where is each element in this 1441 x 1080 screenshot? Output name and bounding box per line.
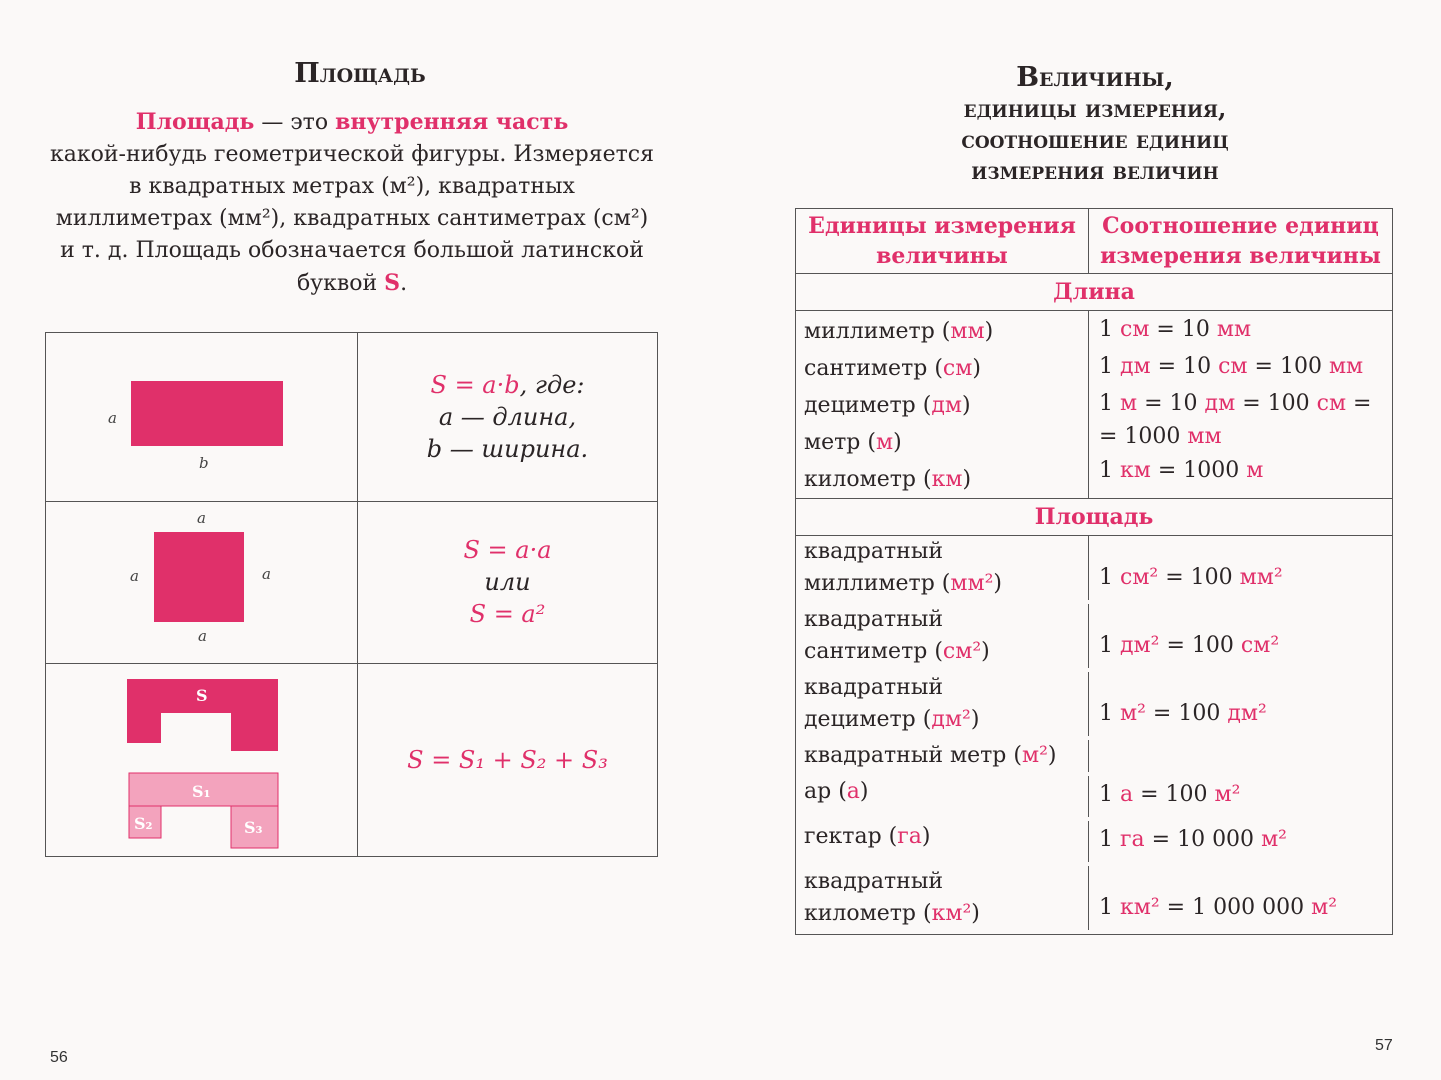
text: = 1 000 000 xyxy=(1159,895,1312,920)
formula xyxy=(358,663,657,856)
text: квадратный xyxy=(804,675,944,700)
unit-text: дм xyxy=(1204,391,1236,416)
area-unit xyxy=(796,776,1089,817)
text: ) xyxy=(962,393,971,418)
length-units xyxy=(796,311,1089,498)
text: ар ( xyxy=(804,779,847,804)
unit-line xyxy=(804,866,1080,898)
label-a-left: a xyxy=(130,567,139,585)
text: ) xyxy=(993,571,1002,596)
text: = 100 xyxy=(1247,354,1329,379)
label-s3: S₃ xyxy=(244,818,263,837)
unit-text: см² xyxy=(1120,565,1159,590)
formula-line xyxy=(470,598,546,630)
unit-text: км² xyxy=(931,901,972,926)
unit-text: см xyxy=(1120,317,1150,342)
unit-text: м² xyxy=(1311,895,1338,920)
area-relation xyxy=(1089,604,1392,668)
label-a-top: a xyxy=(197,509,206,527)
formula xyxy=(358,501,657,663)
unit-line xyxy=(804,536,1080,568)
header-units: Единицы измерения величины xyxy=(796,209,1089,273)
unit-line xyxy=(804,604,1080,636)
right-page-title xyxy=(870,62,1320,186)
text: = 100 xyxy=(1235,391,1317,416)
unit-line xyxy=(804,740,1080,772)
text: какой-нибудь геометрической фигуры. Измеряется в квадратных метрах (м²), квадратных миллиметрах (мм²), квадратных сантиметрах (см²) и т. д. Площадь обозначается большой латинской буквой xyxy=(50,142,654,296)
text: 1 xyxy=(1099,782,1120,807)
text: ) xyxy=(972,356,981,381)
length-relation xyxy=(1099,311,1382,348)
letter-s: S xyxy=(384,270,401,296)
unit-line xyxy=(804,898,1080,930)
area-relation xyxy=(1089,776,1392,817)
unit-text: га xyxy=(1120,827,1145,852)
text: 1 xyxy=(1099,317,1120,342)
unit-line xyxy=(804,704,1080,736)
length-unit xyxy=(804,313,1080,350)
square-shape xyxy=(154,532,244,622)
composite-row xyxy=(46,663,657,857)
text: 1 xyxy=(1099,565,1120,590)
length-relation xyxy=(1099,385,1382,422)
formula-line xyxy=(427,433,588,465)
unit-text: а xyxy=(1120,782,1134,807)
text: ) xyxy=(859,779,869,804)
text: = 100 xyxy=(1145,701,1228,726)
square-row xyxy=(46,501,657,664)
text: квадратный xyxy=(804,607,944,632)
area-row xyxy=(796,866,1392,934)
area-row xyxy=(796,536,1392,604)
area-unit xyxy=(796,604,1089,668)
rectangle-shape xyxy=(131,381,283,446)
text: ) xyxy=(921,824,931,849)
unit-text: км xyxy=(1120,458,1151,483)
unit-text: мм xyxy=(1216,317,1252,342)
unit-text: мм² xyxy=(950,571,994,596)
text: квадратный xyxy=(804,539,944,564)
unit-text: см xyxy=(1316,391,1347,416)
area-relation xyxy=(1089,821,1392,862)
label-a: a xyxy=(108,409,117,427)
unit-line xyxy=(804,672,1080,704)
unit-text: мм² xyxy=(1239,565,1283,590)
text: = 100 xyxy=(1158,565,1240,590)
term: Площадь xyxy=(135,109,255,135)
title-line: единицы измерения, xyxy=(963,94,1227,123)
text: 1 xyxy=(1099,701,1120,726)
text: ) xyxy=(970,707,980,732)
column-divider xyxy=(357,333,358,856)
page-number-left: 56 xyxy=(50,1049,68,1066)
formula-line xyxy=(431,369,585,401)
text: сантиметр ( xyxy=(804,356,943,381)
area-relation xyxy=(1089,536,1392,600)
unit-text: дм² xyxy=(1227,701,1267,726)
text: = 10 xyxy=(1149,317,1217,342)
header-relations: Соотношение единиц измерения величины xyxy=(1100,213,1381,269)
text: ) xyxy=(971,901,980,926)
text: = 10 000 xyxy=(1144,827,1262,852)
unit-text: см xyxy=(942,356,973,381)
text: 1 xyxy=(1099,895,1120,920)
text: = 100 xyxy=(1159,633,1241,658)
table-header xyxy=(796,209,1392,274)
text: a — длина, xyxy=(438,403,577,431)
section-length xyxy=(796,274,1392,311)
area-relation xyxy=(1089,672,1392,736)
formula-line xyxy=(484,566,530,598)
unit-text: км xyxy=(931,467,963,492)
unit-text: м² xyxy=(1120,701,1146,726)
unit-text: дм² xyxy=(1120,633,1160,658)
unit-text: км² xyxy=(1120,895,1160,920)
text: 1 xyxy=(1099,354,1120,379)
units-table xyxy=(795,208,1393,935)
text: гектар ( xyxy=(804,824,898,849)
unit-text: дм xyxy=(931,393,963,418)
area-unit xyxy=(796,740,1089,772)
text: = 10 xyxy=(1150,354,1219,379)
label-b: b xyxy=(199,454,209,472)
unit-line xyxy=(804,821,1080,853)
area-row xyxy=(796,672,1392,740)
text: — это xyxy=(254,110,336,135)
text: километр ( xyxy=(804,467,932,492)
unit-text: м² xyxy=(1214,782,1241,807)
unit-text: га xyxy=(897,824,922,849)
area-unit xyxy=(796,672,1089,736)
area-relation xyxy=(1089,866,1392,930)
text: = xyxy=(1346,391,1372,416)
text: , где: xyxy=(519,371,585,399)
area-row xyxy=(796,604,1392,672)
text: квадратный метр ( xyxy=(804,743,1022,768)
length-relations xyxy=(1089,311,1392,498)
text: . xyxy=(400,271,408,296)
area-unit xyxy=(796,866,1089,930)
area-row xyxy=(796,821,1392,866)
formula xyxy=(358,333,657,501)
section-title: Площадь xyxy=(1034,504,1154,530)
label-s1: S₁ xyxy=(192,782,211,801)
length-body xyxy=(796,311,1392,499)
text: дециметр ( xyxy=(804,393,932,418)
unit-text: м xyxy=(1120,391,1138,416)
unit-text: S = a·a xyxy=(463,536,552,564)
label-a-right: a xyxy=(262,565,271,583)
label-s: S xyxy=(196,686,208,705)
text: ) xyxy=(962,467,972,492)
unit-line xyxy=(804,776,1080,808)
title-line: измерения величин xyxy=(971,156,1219,185)
length-unit xyxy=(804,350,1080,387)
unit-text: S = S₁ + S₂ + S₃ xyxy=(407,745,608,774)
text: = 100 xyxy=(1133,782,1215,807)
unit-text: дм xyxy=(1120,354,1151,379)
text: миллиметр ( xyxy=(804,571,951,596)
formula-line xyxy=(439,401,576,433)
section-area xyxy=(796,499,1392,536)
text: 1 xyxy=(1099,827,1120,852)
length-relation xyxy=(1099,452,1382,489)
text: сантиметр ( xyxy=(804,639,943,664)
unit-line xyxy=(804,636,1080,668)
area-unit xyxy=(796,821,1089,862)
unit-text: м xyxy=(1246,458,1264,483)
label-a-bottom: a xyxy=(198,627,207,645)
title-line: Величины, xyxy=(1016,62,1174,93)
title-line: соотношение единиц xyxy=(961,125,1229,154)
text: ) xyxy=(893,430,902,455)
composite-figure xyxy=(46,663,357,856)
unit-text: S = a·b xyxy=(430,371,520,399)
unit-text: а xyxy=(846,779,860,804)
text: = 10 xyxy=(1137,391,1205,416)
unit-text: мм xyxy=(1187,424,1222,449)
text: квадратный xyxy=(804,869,944,894)
unit-text: м xyxy=(875,430,894,455)
formula-line xyxy=(407,744,608,776)
area-formulas-table xyxy=(45,332,658,857)
text: b — ширина. xyxy=(426,435,589,463)
rectangle-row xyxy=(46,333,657,502)
area-body xyxy=(796,536,1392,934)
text: километр ( xyxy=(804,901,932,926)
unit-text: м² xyxy=(1021,743,1048,768)
text: миллиметр ( xyxy=(804,319,951,344)
text: 1 xyxy=(1099,633,1120,658)
area-unit xyxy=(796,536,1089,600)
area-row xyxy=(796,776,1392,821)
text: дециметр ( xyxy=(804,707,932,732)
area-definition xyxy=(48,106,656,300)
text: ) xyxy=(981,639,990,664)
unit-text: мм xyxy=(1328,354,1364,379)
unit-text: см xyxy=(1218,354,1248,379)
text: или xyxy=(484,568,531,596)
length-unit xyxy=(804,461,1080,498)
unit-text: S = a² xyxy=(469,600,546,628)
unit-text: м² xyxy=(1261,827,1287,852)
formula-line xyxy=(463,534,551,566)
area-row xyxy=(796,740,1392,776)
label-s2: S₂ xyxy=(134,814,153,833)
text: = 1000 xyxy=(1150,458,1247,483)
length-relation xyxy=(1099,348,1382,385)
text: = 1000 xyxy=(1099,424,1188,449)
section-title: Длина xyxy=(1053,279,1135,305)
unit-text: см² xyxy=(1240,633,1280,658)
length-unit xyxy=(804,424,1080,461)
unit-text: мм xyxy=(950,319,985,344)
area-relation xyxy=(1089,740,1392,772)
text: ) xyxy=(1047,743,1057,768)
text: ) xyxy=(984,319,994,344)
highlight: внутренняя часть xyxy=(335,109,569,135)
area-rows xyxy=(796,536,1392,934)
length-relation xyxy=(1099,422,1382,452)
left-page-title: Площадь xyxy=(294,58,426,89)
square-figure xyxy=(46,501,357,663)
unit-text: дм² xyxy=(931,707,971,732)
unit-line xyxy=(804,568,1080,600)
text: 1 xyxy=(1099,391,1120,416)
unit-text: см² xyxy=(942,639,982,664)
text: метр ( xyxy=(804,430,876,455)
text: 1 xyxy=(1099,458,1120,483)
page-number-right: 57 xyxy=(1375,1037,1393,1054)
length-unit xyxy=(804,387,1080,424)
rectangle-figure xyxy=(46,333,357,501)
